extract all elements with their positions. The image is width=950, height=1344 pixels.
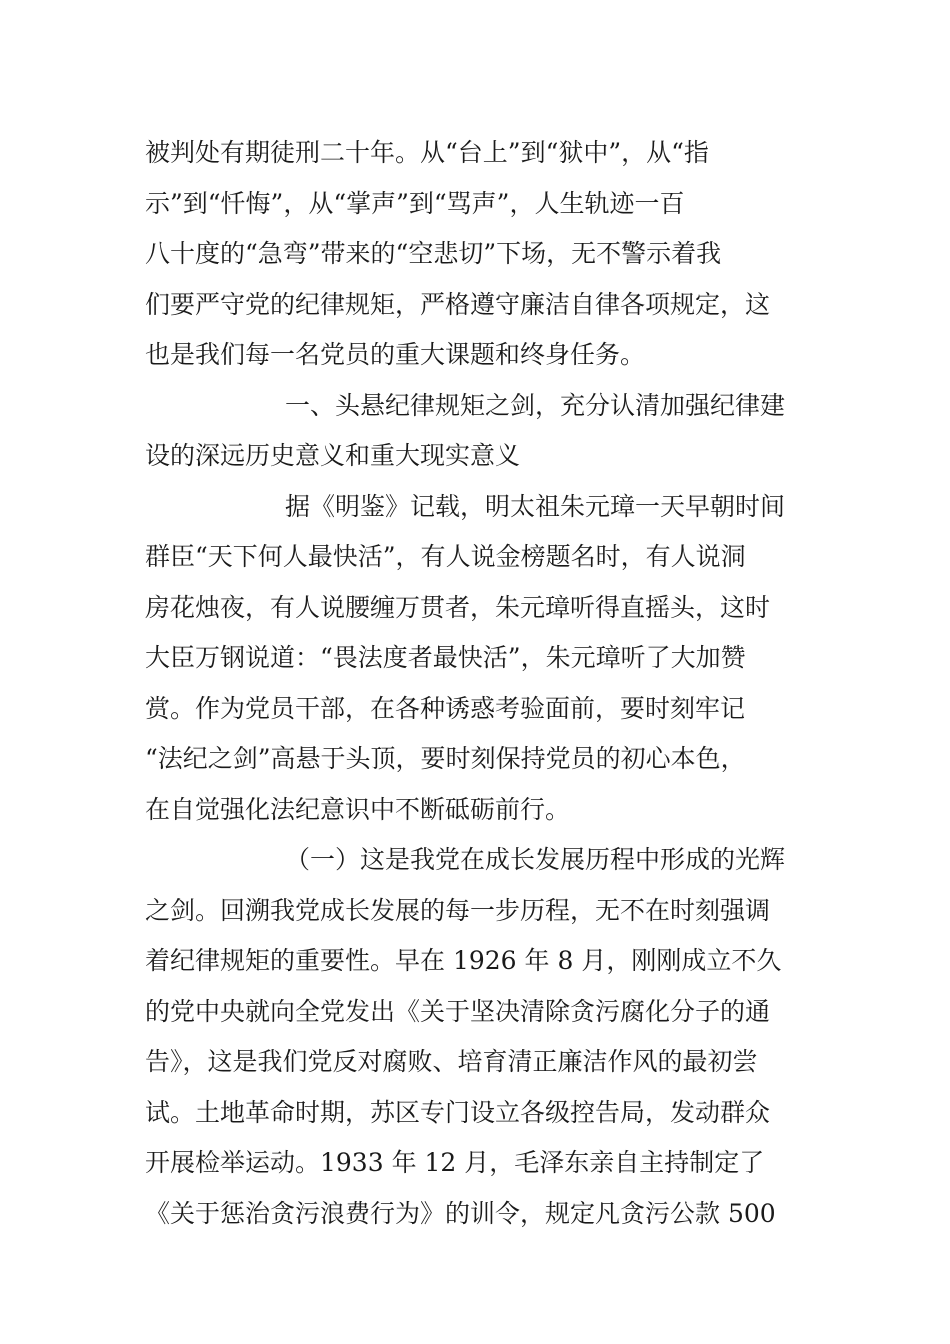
text-line: 群臣“天下何人最快活”，有人说金榜题名时，有人说洞 xyxy=(145,542,746,571)
text-line: 八十度的“急弯”带来的“空悲切”下场，无不警示着我 xyxy=(145,239,722,268)
text-line: 示”到“忏悔”，从“掌声”到“骂声”，人生轨迹一百 xyxy=(145,188,685,218)
text-line: 开展检举运动。1933 年 12 月，毛泽东亲自主持制定了 xyxy=(145,1148,765,1177)
body-text xyxy=(145,128,810,1239)
text-line: 的党中央就向全党发出《关于坚决清除贪污腐化分子的通 xyxy=(145,996,771,1026)
text-line: 房花烛夜，有人说腰缠万贯者，朱元璋听得直摇头，这时 xyxy=(145,592,771,622)
text-line: 大臣万钢说道：“畏法度者最快活”，朱元璋听了大加赞 xyxy=(145,643,746,672)
text-line: 被判处有期徒刑二十年。从“台上”到“狱中”，从“指 xyxy=(145,138,709,167)
text-line: 试。土地革命时期，苏区专门设立各级控告局，发动群众 xyxy=(145,1097,771,1127)
text-line: “法纪之剑”高悬于头顶，要时刻保持党员的初心本色， xyxy=(145,744,746,773)
text-line: 之剑。回溯我党成长发展的每一步历程，无不在时刻强调 xyxy=(145,895,771,925)
section-heading: 一、头悬纪律规矩之剑，充分认清加强纪律建 xyxy=(285,390,786,420)
text-line: 也是我们每一名党员的重大课题和终身任务。 xyxy=(145,340,646,369)
text-line: 们要严守党的纪律规矩，严格遵守廉洁自律各项规定，这 xyxy=(145,289,771,319)
text-line: 告》，这是我们党反对腐败、培育清正廉洁作风的最初尝 xyxy=(145,1047,758,1076)
text-line: 赏。作为党员干部，在各种诱惑考验面前，要时刻牢记 xyxy=(145,693,746,723)
paragraph-start: 据《明鉴》记载，明太祖朱元璋一天早朝时间 xyxy=(285,491,786,521)
text-line: 在自觉强化法纪意识中不断砥砺前行。 xyxy=(145,794,571,824)
subsection-heading: （一）这是我党在成长发展历程中形成的光辉 xyxy=(285,845,786,874)
text-line: 着纪律规矩的重要性。早在 1926 年 8 月，刚刚成立不久 xyxy=(145,946,782,975)
section-heading-continued: 设的深远历史意义和重大现实意义 xyxy=(145,441,521,470)
text-line: 《关于惩治贪污浪费行为》的训令，规定凡贪污公款 500 xyxy=(145,1198,776,1228)
